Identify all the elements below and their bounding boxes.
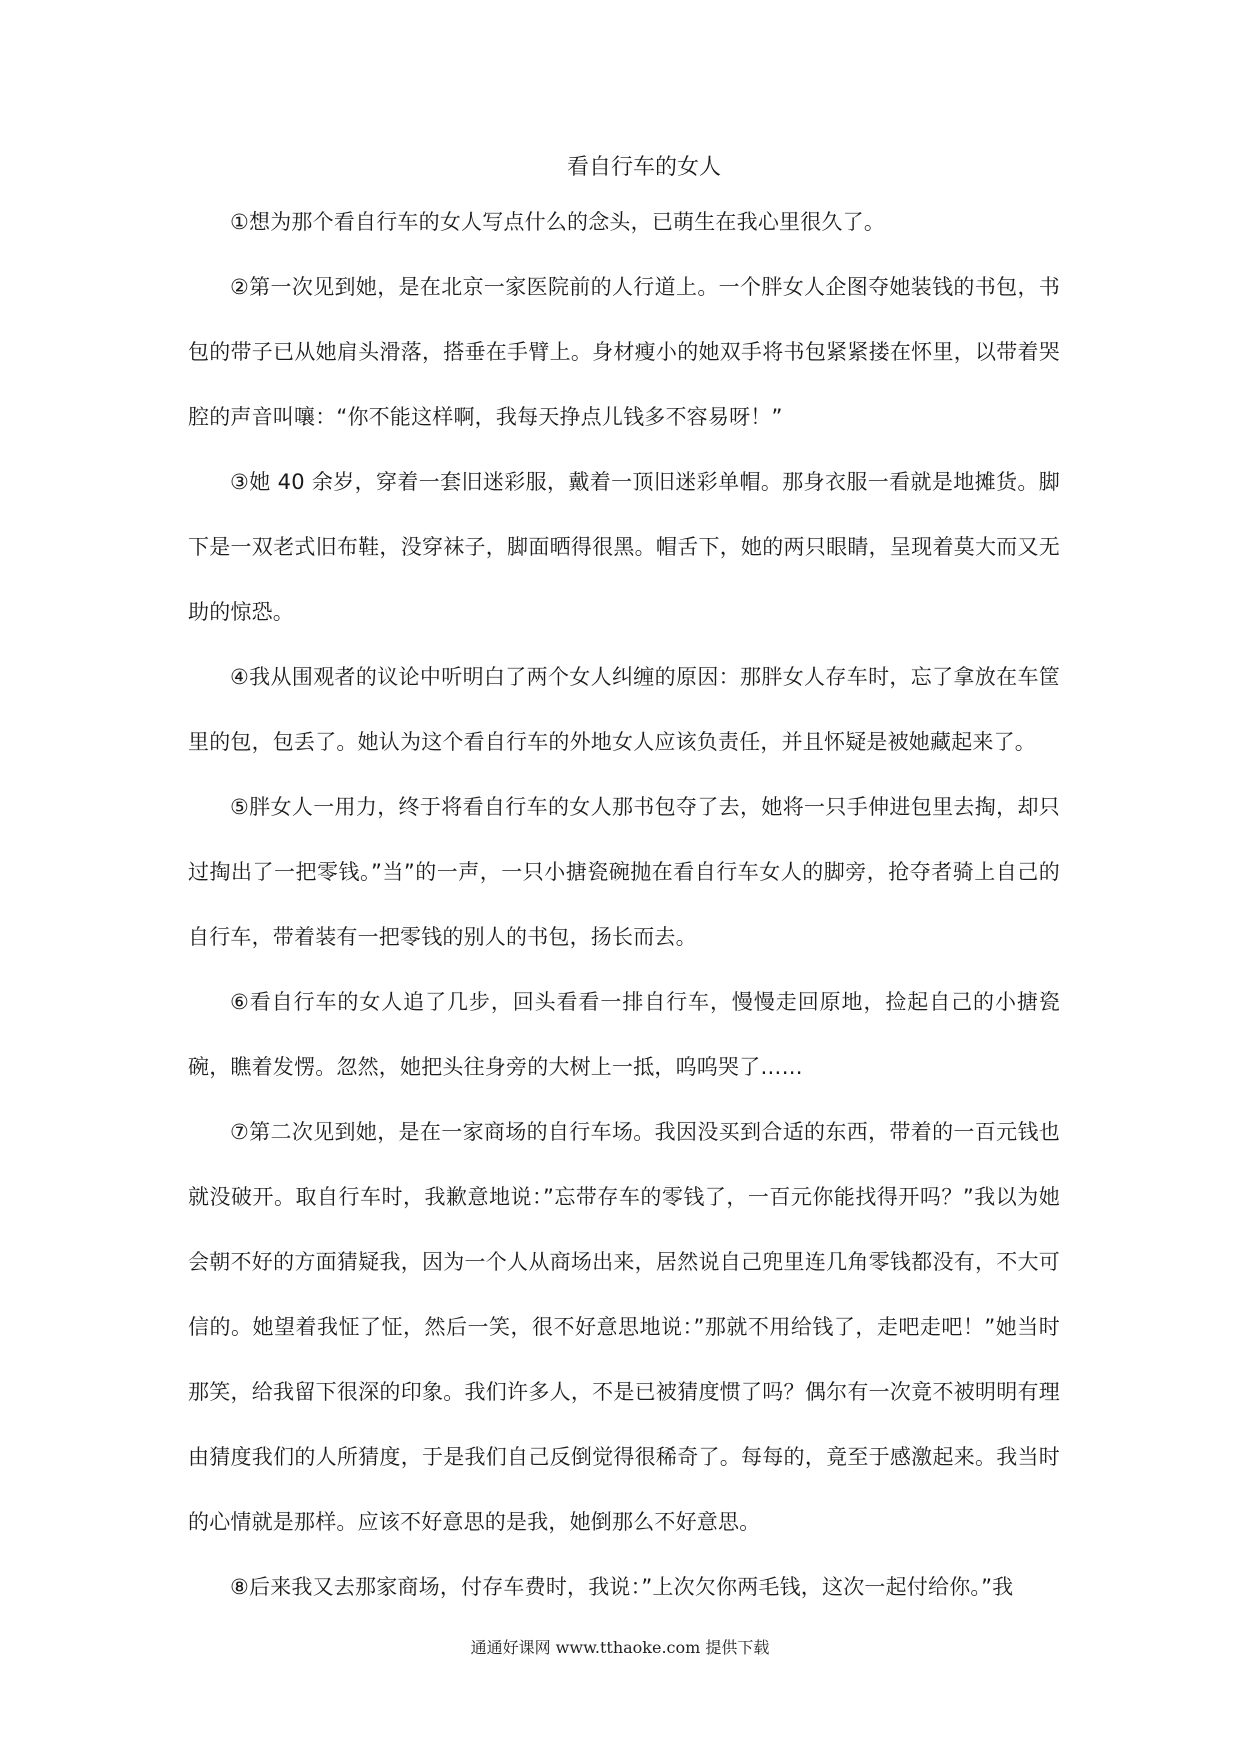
paragraph-6: ⑥看自行车的女人追了几步，回头看看一排自行车，慢慢走回原地，捡起自己的小搪瓷碗，瞧着发愣。忽然，她把头往身旁的大树上一抵，呜呜哭了……: [188, 990, 1060, 1079]
page-footer: 通通好课网 www.tthaoke.com 提供下载: [470, 1638, 770, 1657]
paragraph-7: ⑦第二次见到她，是在一家商场的自行车场。我因没买到合适的东西，带着的一百元钱也就没破开。取自行车时，我歉意地说：”忘带存车的零钱了，一百元你能找得开吗？”我以为她会朝不好的方面猜疑我，因为一个人从商场出来，居然说自己兜里连几角零钱都没有，不大可信的。她望着我怔了怔，然后一笑，很不好意思地说：”那就不用给钱了，走吧走吧！”她当时那笑，给我留下很深的印象。我们许多人，不是已被猜度惯了吗？偶尔有一次竟不被明明有理由猜度我们的人所猜度，于是我们自己反倒觉得很稀奇了。每每的，竟至于感激起来。我当时的心情就是那样。应该不好意思的是我，她倒那么不好意思。: [188, 1120, 1060, 1534]
paragraph-1: ①想为那个看自行车的女人写点什么的念头，已萌生在我心里很久了。: [230, 210, 886, 234]
document-page: [188, 150, 1060, 1620]
paragraph-2: ②第一次见到她，是在北京一家医院前的人行道上。一个胖女人企图夺她装钱的书包，书包的带子已从她肩头滑落，搭垂在手臂上。身材瘦小的她双手将书包紧紧搂在怀里，以带着哭腔的声音叫嚷：“你不能这样啊，我每天挣点儿钱多不容易呀！”: [188, 275, 1060, 429]
paragraph-8: ⑧后来我又去那家商场，付存车费时，我说：”上次欠你两毛钱，这次一起付给你。”我: [230, 1575, 1014, 1599]
paragraph-5: ⑤胖女人一用力，终于将看自行车的女人那书包夺了去，她将一只手伸进包里去掏，却只过掏出了一把零钱。”当”的一声，一只小搪瓷碗抛在看自行车女人的脚旁，抢夺者骑上自己的自行车，带着装有一把零钱的别人的书包，扬长而去。: [188, 795, 1060, 949]
paragraph-4: ④我从围观者的议论中听明白了两个女人纠缠的原因：那胖女人存车时，忘了拿放在车筐里的包，包丢了。她认为这个看自行车的外地女人应该负责任，并且怀疑是被她藏起来了。: [188, 665, 1060, 754]
document-title: 看自行车的女人: [566, 155, 721, 180]
paragraph-3: ③她 40 余岁，穿着一套旧迷彩服，戴着一顶旧迷彩单帽。那身衣服一看就是地摊货。脚下是一双老式旧布鞋，没穿袜子，脚面晒得很黑。帽舌下，她的两只眼睛，呈现着莫大而又无助的惊恐。: [188, 470, 1060, 624]
